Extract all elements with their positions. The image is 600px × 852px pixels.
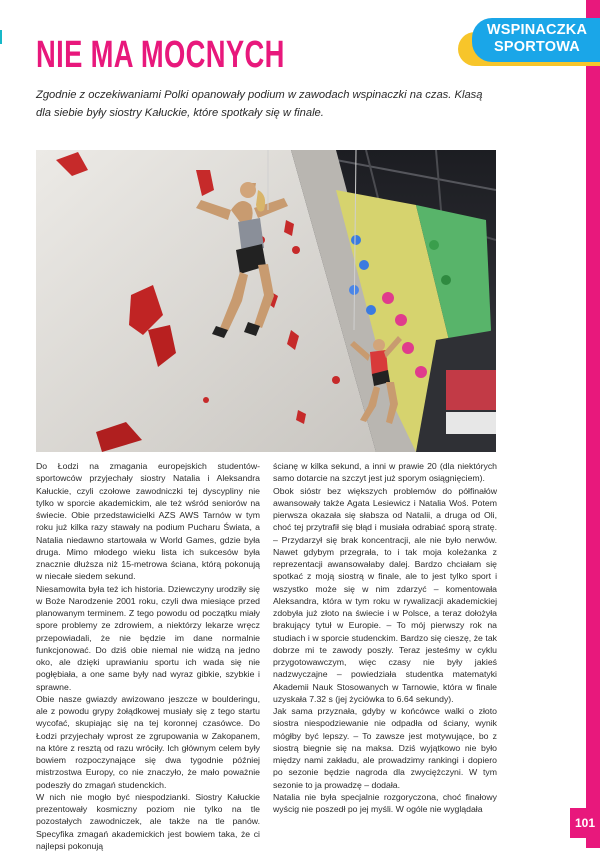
article-column-1 (36, 460, 260, 851)
page-edge-bar (586, 0, 600, 848)
climbing-photo (36, 150, 496, 452)
article-body (36, 460, 497, 851)
page-number: 101 (570, 808, 600, 838)
paragraph: ścianę w kilka sekund, a inni w prawie 20 (dla niektórych samo dotarcie na szczyt jest już sporym osiągnięciem). (273, 461, 497, 484)
article-column-2 (273, 460, 497, 828)
climbing-photo-illustration (36, 150, 496, 452)
paragraph: Obok sióstr bez większych problemów do półfinałów awansowały także Agata Lesiewicz i Natalia Woś. Potem pierwsza okazała się słabsza od Natalii, a druga od Oli, choć tej przytrafił się błąd i musiała odrabiać sporą stratę. – Przydarzył się brak koncentracji, ale nie było nerwów. Nawet gdybym przegrała, to i tak moja koleżanka z reprezentacji awansowałaby dalej. Bardzo chciałam się spotkać z moją siostrą w finale, ale to jest tylko sport i wszystko może się w nim zdarzyć – komentowała Aleksandra, która w tym roku w rywalizacji akademickiej zdobyła już złoto na świecie i w Polsce, a teraz dołożyła brakujący tytuł w Europie. – To mój pierwszy rok na studiach i w sporcie studenckim. Bardzo się cieszę, że tak dobrze mi te zawody poszły. Teraz jesteśmy w cyklu przygotowawczym, więc czasy nie były jakieś nadzwyczajne – powiedziała studentka matematyki Akademii Nauk Stosowanych w Tarnowie, która w finale uzyskała 7.32 s (jej życiówka to 6.64 sekundy). (273, 485, 497, 704)
article-title: NIE MA MOCNYCH (36, 34, 285, 76)
paragraph: Natalia nie była specjalnie rozgoryczona, choć finałowy wyścig nie poszedł po jej myśli. W ogóle nie wyglądała (273, 791, 497, 814)
section-tag-line1: WSPINACZKA (486, 22, 588, 38)
section-tag (458, 18, 600, 64)
article-lead: Zgodnie z oczekiwaniami Polki opanowały podium w zawodach wspinaczki na czas. Klasą dla siebie były siostry Kałuckie, które spotkały się w finale. (36, 89, 483, 119)
section-tag-text (478, 22, 596, 56)
paragraph: W nich nie mogło być niespodzianki. Siostry Kałuckie prezentowały kosmiczny poziom nie tylko na tle pozostałych zawodniczek, ale także na tle panów. Specyfika zmagań akademickich jest bowiem taka, że ci najlepsi pokonują (36, 791, 260, 851)
accent-line (0, 30, 2, 44)
paragraph: Obie nasze gwiazdy awizowano jeszcze w boulderingu, ale z powodu grypy żołądkowej musiały się z tego startu wycofać, skupiając się na tej koronnej czasówce. Do Łodzi przyjechały wprost ze zgrupowania w Zakopanem, na które z resztą od razu wróciły. Ich głównym celem były bowiem rozpoczynające się dwa tygodnie później mistrzostwa Europy, co nie znaczyło, że mało poważnie podeszły do zmagań studenckich. (36, 693, 260, 790)
section-tag-line2: SPORTOWA (494, 39, 580, 55)
paragraph: Jak sama przyznała, gdyby w końcówce walki o złoto siostra niespodziewanie nie odpadła od ściany, wynik mógłby być lepszy. – To zawsze jest motywujące, bo z siostrą biegnie się na maksa. Dziś wyjątkowo nie było między nami zakładu, ale prowadzimy rankingi i dopiero po sezonie będzie nagroda dla zwyciężczyni. W tym sezonie to ja prowadzę – dodała. (273, 706, 497, 790)
paragraph: Niesamowita była też ich historia. Dziewczyny urodziły się w Boże Narodzenie 2001 roku, czyli dwa miesiące przed planowanym terminem. Z tego powodu od początku miały spore problemy ze zdrowiem, a niektórzy lekarze wręcz przepowiadali, że nie będzie im dane normalnie funkcjonować. Do dziś obie niemal nie widzą na jedno oko, ale dzięki uprawianiu sportu ich wada się nie pogłębiała, a one same były nad wyraz gibkie, szybkie i sprawne. (36, 583, 260, 692)
paragraph: Do Łodzi na zmagania europejskich studentów-sportowców przyjechały siostry Natalia i Aleksandra Kałuckie, czyli czołowe zawodniczki tej dyscypliny nie tylko w sporcie akademickim, ale też wśród seniorów na świecie. Obie przedstawicielki AZS AWS Tarnów w tym roku już kilka razy stawały na podium Pucharu Świata, a Natalia niedawno startowała w World Games, gdzie była druga. Mimo młodego wieku lista ich sukcesów była znacznie dłuższa niż 15-metrowa ściana, którą pokonują w niecałe siedem sekund. (36, 461, 260, 582)
